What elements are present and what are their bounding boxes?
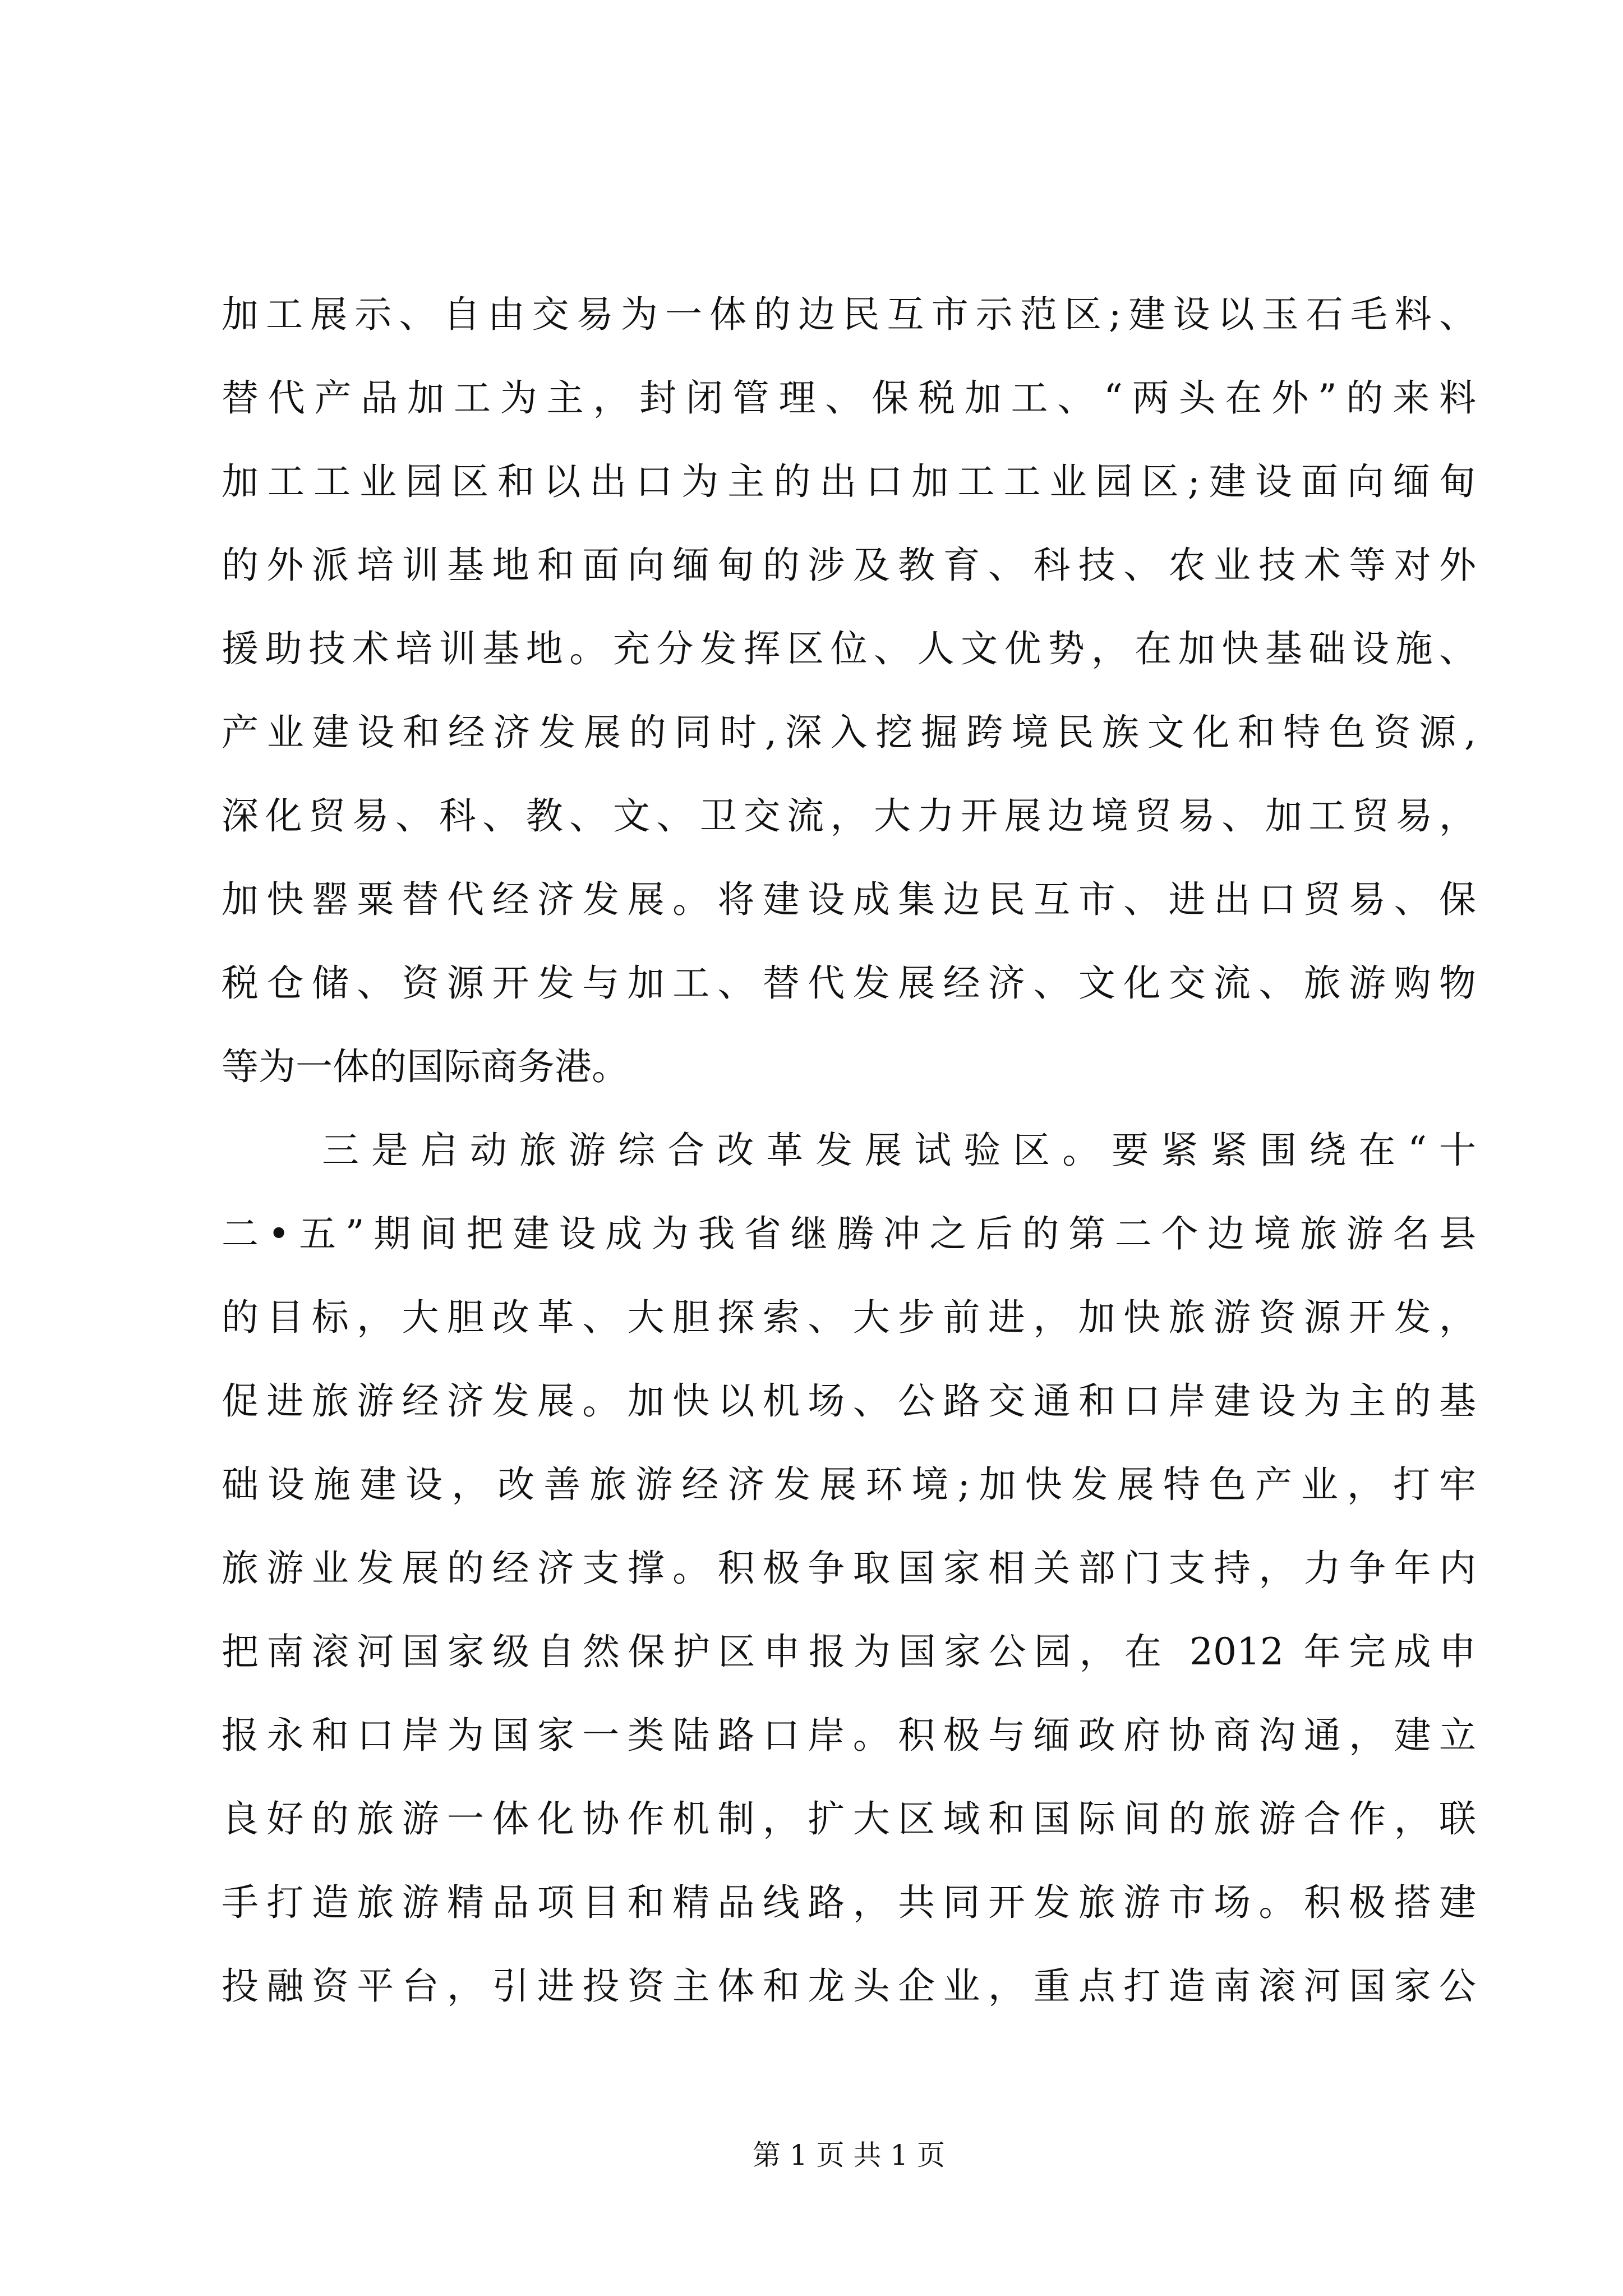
text-line: 产业建设和经济发展的同时,深入挖掘跨境民族文化和特色资源,	[222, 711, 1476, 754]
text-line: 的目标，大胆改革、大胆探索、大步前进，加快旅游资源开发，	[222, 1296, 1476, 1339]
text-line: 等为一体的国际商务港。	[222, 1045, 629, 1088]
text-line: 促进旅游经济发展。加快以机场、公路交通和口岸建设为主的基	[222, 1379, 1476, 1423]
text-line: 深化贸易、科、教、文、卫交流，大力开展边境贸易、加工贸易，	[222, 794, 1476, 838]
text-line: 援助技术培训基地。充分发挥区位、人文优势，在加快基础设施、	[222, 627, 1476, 670]
text-line: 加工展示、自由交易为一体的边民互市示范区;建设以玉石毛料、	[222, 293, 1476, 336]
text-line: 础设施建设，改善旅游经济发展环境;加快发展特色产业，打牢	[222, 1463, 1476, 1506]
text-line: 三是启动旅游综合改革发展试验区。要紧紧围绕在“十	[322, 1129, 1476, 1172]
paragraph-1	[222, 273, 1476, 1108]
page-number: 第 1 页 共 1 页	[752, 2139, 946, 2171]
text-line: 税仓储、资源开发与加工、替代发展经济、文化交流、旅游购物	[222, 961, 1476, 1005]
text-line: 替代产品加工为主，封闭管理、保税加工、“两头在外”的来料	[222, 376, 1476, 420]
body-text	[222, 273, 1476, 2028]
text-line: 旅游业发展的经济支撑。积极争取国家相关部门支持，力争年内	[222, 1547, 1476, 1590]
text-line: 加工工业园区和以出口为主的出口加工工业园区;建设面向缅甸	[222, 460, 1476, 503]
text-line: 报永和口岸为国家一类陆路口岸。积极与缅政府协商沟通，建立	[222, 1714, 1476, 1757]
text-line: 二•五”期间把建设成为我省继腾冲之后的第二个边境旅游名县	[222, 1212, 1476, 1255]
text-line: 加快罂粟替代经济发展。将建设成集边民互市、进出口贸易、保	[222, 878, 1476, 921]
text-line: 的外派培训基地和面向缅甸的涉及教育、科技、农业技术等对外	[222, 544, 1476, 587]
text-line: 良好的旅游一体化协作机制，扩大区域和国际间的旅游合作，联	[222, 1797, 1476, 1841]
text-line: 手打造旅游精品项目和精品线路，共同开发旅游市场。积极搭建	[222, 1881, 1476, 1924]
text-line: 把南滚河国家级自然保护区申报为国家公园，在 2012 年完成申	[222, 1630, 1476, 1673]
page-footer	[222, 2138, 1476, 2172]
text-line: 投融资平台，引进投资主体和龙头企业，重点打造南滚河国家公	[222, 1964, 1476, 2008]
paragraph-2	[222, 1108, 1476, 2028]
